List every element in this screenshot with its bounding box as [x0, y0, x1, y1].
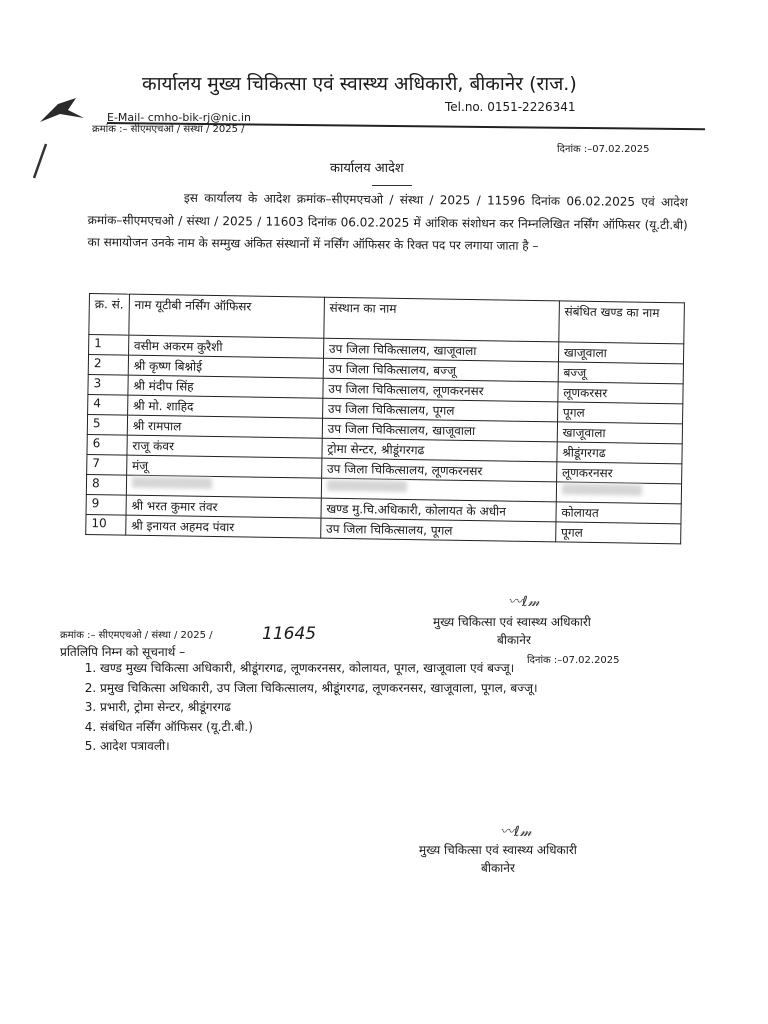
cell-sno: 1: [89, 335, 129, 356]
order-date: दिनांक :–07.02.2025: [557, 144, 650, 155]
cell-block: श्रीडूंगरगढ: [557, 442, 682, 464]
cell-block: कोलायत: [556, 502, 681, 524]
title-underline: [372, 185, 412, 186]
cell-block: लूणकरसर: [558, 382, 683, 404]
copy-date: दिनांक :–07.02.2025: [527, 655, 620, 666]
cell-sno: 6: [87, 434, 127, 455]
cell-block: बज्जू: [558, 362, 683, 384]
cell-institution: उप जिला चिकित्सालय, बज्जू: [323, 358, 558, 382]
cell-name: राजू कंवर: [127, 435, 322, 458]
order-body-text: इस कार्यालय के आदेश क्रमांक–सीएमएचओ / संस्था / 2025 / 11596 दिनांक 06.02.2025 एवं आदेश क्रमांक–सीएमएचओ / संस्था / 2025 / 11603 दिनांक 06.02.2025 में आंशिक संशोधन कर निम्नलिखित नर्सिंग ऑफिसर (यू.टी.बी) का समायोजन उनके नाम के सम्मुख अंकित संस्थानों में नर्सिंग ऑफिसर के रिक्त पद पर लगाया जाता है –: [87, 190, 688, 254]
signature: 〰ℓ𝓂: [508, 594, 540, 610]
copy-item: 1. खण्ड मुख्य चिकित्सा अधिकारी, श्रीडूंगरगढ, लूणकरनसर, कोलायत, पूगल, खाजूवाला एवं बज्जू।: [100, 660, 678, 678]
signatory-designation: मुख्य चिकित्सा एवं स्वास्थ्य अधिकारी: [433, 615, 591, 629]
posting-table: [85, 293, 685, 544]
cell-institution: उप जिला चिकित्सालय, खाजूवाला: [323, 338, 558, 362]
cell-institution: खण्ड मु.चि.अधिकारी, कोलायत के अधीन: [321, 498, 556, 522]
cell-name: मंजू: [126, 455, 321, 478]
cell-institution: उप जिला चिकित्सालय, पूगल: [322, 398, 557, 422]
telephone-number: Tel.no. 0151-2226341: [445, 100, 576, 114]
cell-block: खाजूवाला: [558, 342, 683, 364]
copy-heading: प्रतिलिपि निम्न को सूचनार्थ –: [60, 645, 186, 659]
copy-item: 5. आदेश पत्रावली।: [100, 738, 678, 756]
header-block: संबंधित खण्ड का नाम: [559, 301, 685, 344]
cell-name: श्री इनायत अहमद पंवार: [125, 515, 320, 538]
cell-name: श्री कृष्ण बिश्नोई: [128, 355, 323, 378]
cell-name: वसीम अकरम कुरैशी: [128, 335, 323, 358]
cell-sno: 4: [88, 394, 128, 415]
cell-institution: ट्रोमा सेन्टर, श्रीडूंगरगढ: [322, 438, 557, 462]
cell-name: श्री मंदीप सिंह: [128, 375, 323, 398]
copy-list: [78, 660, 678, 758]
header-sno: क्र. सं.: [89, 294, 129, 336]
header-institution: संस्थान का नाम: [324, 297, 560, 342]
signatory-designation: मुख्य चिकित्सा एवं स्वास्थ्य अधिकारी: [419, 843, 577, 857]
email-address: E-Mail- cmho-bik-rj@nic.in: [107, 111, 251, 124]
cell-institution: उप जिला चिकित्सालय, लूणकरनसर: [323, 378, 558, 402]
copy-item: 2. प्रमुख चिकित्सा अधिकारी, उप जिला चिकित्सालय, श्रीडूंगरगढ, लूणकरनसर, खाजूवाला, पूगल, बज्जू।: [100, 680, 678, 698]
cell-institution: उप जिला चिकित्सालय, पूगल: [320, 518, 555, 542]
cell-name: श्री भरत कुमार तंवर: [126, 495, 321, 518]
cell-sno: 5: [87, 414, 127, 435]
copy-item: 3. प्रभारी, ट्रोमा सेन्टर, श्रीडूंगरगढ: [100, 699, 678, 717]
office-title: कार्यालय मुख्य चिकित्सा एवं स्वास्थ्य अधिकारी, बीकानेर (राज.): [142, 73, 577, 95]
reference-number: क्रमांक :– सीएमएचओ / संस्था / 2025 /: [92, 124, 245, 135]
redacted-text: [132, 477, 212, 489]
cell-block: खाजूवाला: [557, 422, 682, 444]
signature: 〰ℓ𝓂: [500, 824, 532, 840]
cell-sno: 8: [86, 474, 126, 495]
signatory-place: बीकानेर: [481, 861, 515, 875]
copy-reference: क्रमांक :– सीएमएचओ / संस्था / 2025 /: [60, 630, 213, 641]
cell-block: लूणकरनसर: [556, 462, 681, 484]
cell-institution: उप जिला चिकित्सालय, लूणकरनसर: [321, 458, 556, 482]
copy-reference-number: 11645: [262, 624, 317, 644]
copy-item: 4. संबंधित नर्सिंग ऑफिसर (यू.टी.बी.): [100, 719, 678, 737]
cell-sno: 10: [86, 514, 126, 535]
ink-stroke: [30, 142, 50, 182]
order-body: [87, 186, 688, 259]
signatory-place: बीकानेर: [497, 633, 531, 647]
cell-sno: 2: [88, 355, 128, 376]
redacted-text: [562, 483, 642, 495]
cell-block: पूगल: [557, 402, 682, 424]
cell-sno: 3: [88, 374, 128, 395]
cell-name: श्री रामपाल: [127, 415, 322, 438]
order-title: कार्यालय आदेश: [330, 161, 404, 176]
redacted-text: [327, 480, 407, 492]
cell-sno: 9: [86, 494, 126, 515]
cell-name: श्री मो. शाहिद: [127, 395, 322, 418]
ink-mark: [38, 92, 88, 132]
cell-sno: 7: [87, 454, 127, 475]
cell-block: पूगल: [555, 522, 680, 544]
cell-block: [556, 482, 681, 504]
header-name: नाम यूटीबी नर्सिंग ऑफिसर: [129, 294, 325, 338]
cell-institution: उप जिला चिकित्सालय, खाजूवाला: [322, 418, 557, 442]
